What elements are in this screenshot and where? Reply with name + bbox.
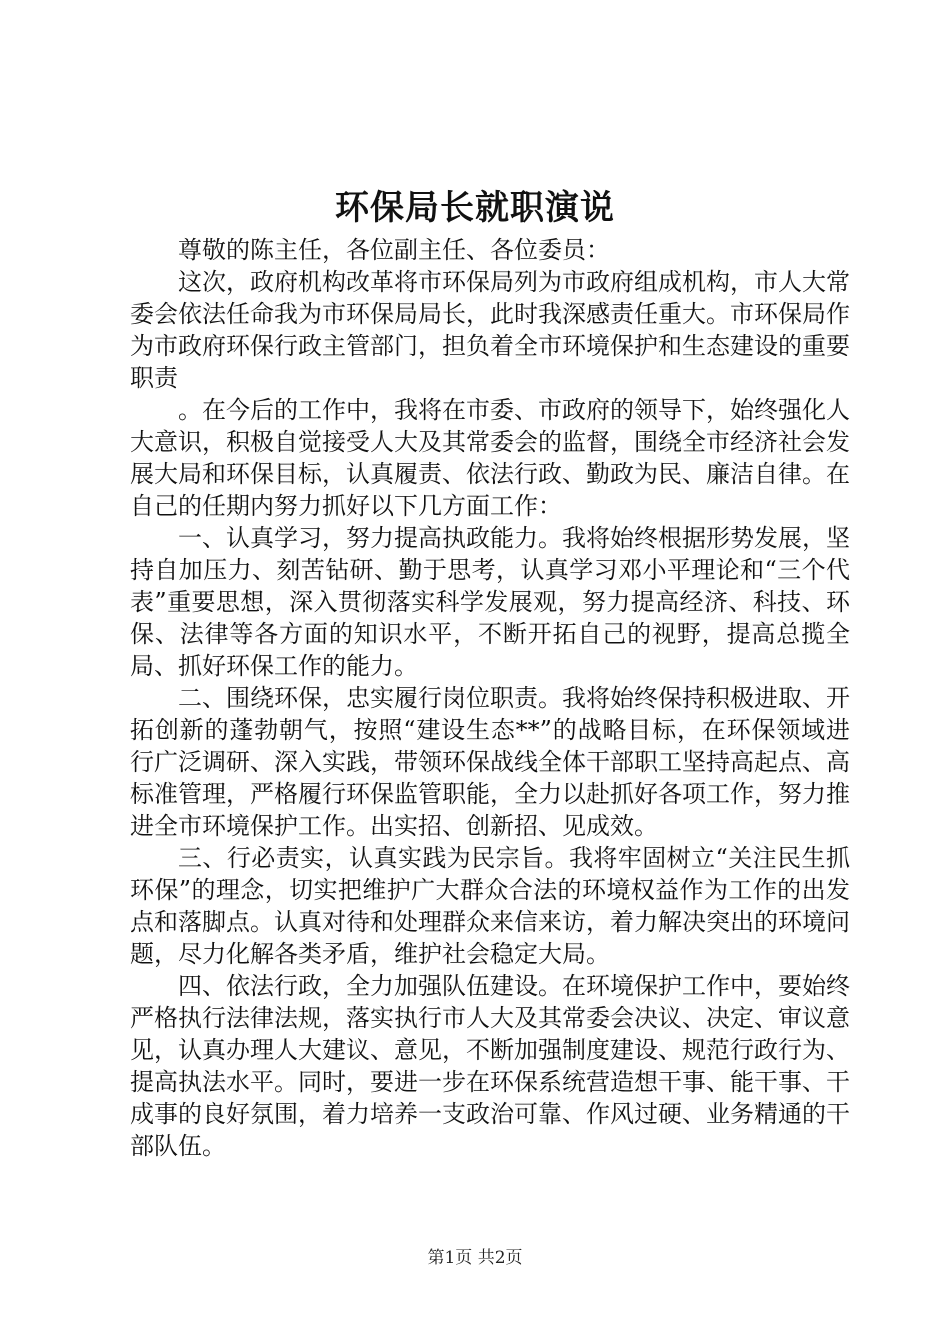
body-paragraph: 二、围绕环保，忠实履行岗位职责。我将始终保持积极进取、开拓创新的蓬勃朝气，按照“建设生态**”的战略目标，在环保领域进行广泛调研、深入实践，带领环保战线全体干部职工坚持高起点、高标准管理，严格履行环保监管职能，全力以赴抓好各项工作，努力推进全市环境保护工作。出实招、创新招、见成效。 bbox=[130, 684, 850, 840]
document-body bbox=[130, 234, 850, 1162]
body-paragraph: 。在今后的工作中，我将在市委、市政府的领导下，始终强化人大意识，积极自觉接受人大及其常委会的监督，围绕全市经济社会发展大局和环保目标，认真履责、依法行政、勤政为民、廉洁自律。在自己的任期内努力抓好以下几方面工作： bbox=[130, 396, 850, 520]
salutation-paragraph: 尊敬的陈主任，各位副主任、各位委员： bbox=[178, 236, 610, 264]
body-paragraph: 一、认真学习，努力提高执政能力。我将始终根据形势发展，坚持自加压力、刻苦钻研、勤于思考，认真学习邓小平理论和“三个代表”重要思想，深入贯彻落实科学发展观，努力提高经济、科技、环保、法律等各方面的知识水平，不断开拓自己的视野，提高总揽全局、抓好环保工作的能力。 bbox=[130, 524, 850, 680]
body-paragraph: 三、行必责实，认真实践为民宗旨。我将牢固树立“关注民生抓环保”的理念，切实把维护广大群众合法的环境权益作为工作的出发点和落脚点。认真对待和处理群众来信来访，着力解决突出的环境问题，尽力化解各类矛盾，维护社会稳定大局。 bbox=[130, 844, 850, 968]
page-number-footer: 第1页 共2页 bbox=[427, 1248, 523, 1268]
body-paragraph: 四、依法行政，全力加强队伍建设。在环境保护工作中，要始终严格执行法律法规，落实执行市人大及其常委会决议、决定、审议意见，认真办理人大建议、意见，不断加强制度建设、规范行政行为、提高执法水平。同时，要进一步在环保系统营造想干事、能干事、干成事的良好氛围，着力培养一支政治可靠、作风过硬、业务精通的干部队伍。 bbox=[130, 972, 850, 1160]
body-paragraph: 这次，政府机构改革将市环保局列为市政府组成机构，市人大常委会依法任命我为市环保局局长，此时我深感责任重大。市环保局作为市政府环保行政主管部门，担负着全市环境保护和生态建设的重要职责 bbox=[130, 268, 850, 392]
document-title: 环保局长就职演说 bbox=[335, 188, 615, 228]
